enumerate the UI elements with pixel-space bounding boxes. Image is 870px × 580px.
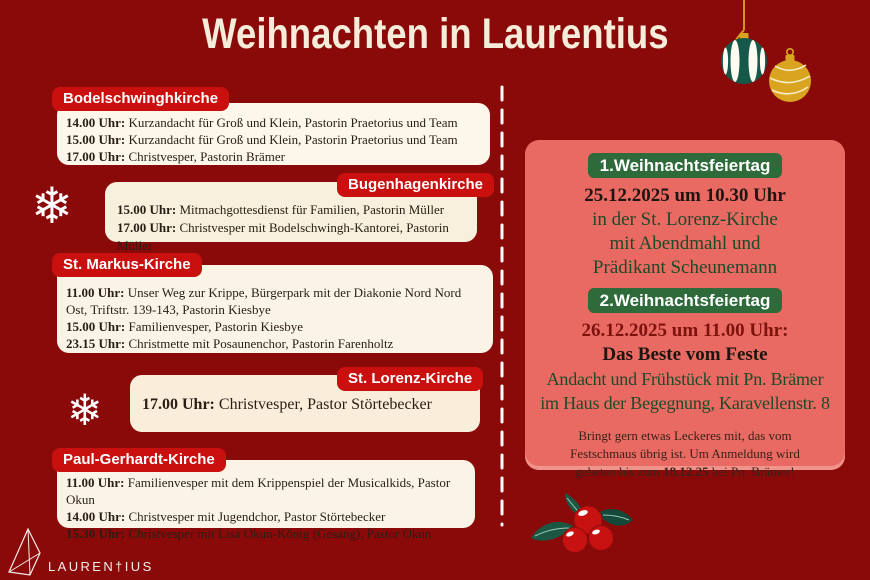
snowflake-icon: ❄ <box>67 386 104 436</box>
event-text: Christvesper mit Lisa Okun-König (Gesang), Pastor Okun <box>128 526 432 541</box>
event-row <box>66 131 480 148</box>
event-time: 11.00 Uhr: <box>66 285 125 300</box>
event-time: 17.00 Uhr: <box>117 220 177 235</box>
holly-icon <box>525 490 640 558</box>
laurentius-logo-text: LAUREN†IUS <box>48 559 154 574</box>
event-text: Mitmachgottesdienst für Familien, Pastorin Müller <box>179 202 445 217</box>
holiday1-location: in der St. Lorenz-Kirche <box>592 209 778 230</box>
page-title-text: Weihnachten in Laurentius <box>201 10 669 58</box>
holiday1-detail: mit Abendmahl und <box>609 233 761 254</box>
laurentius-logo-icon <box>6 526 50 578</box>
event-row <box>66 335 479 352</box>
event-time: 15.00 Uhr: <box>66 319 126 334</box>
event-row <box>66 525 465 542</box>
holiday1-datetime: 25.12.2025 um 10.30 Uhr <box>584 185 786 206</box>
event-row <box>142 396 470 413</box>
event-time: 14.00 Uhr: <box>66 115 126 130</box>
note-text: Bringt gern etwas Leckeres mit, das vom Festschmaus übrig ist. Um Anmeldung wird gebeten bis zum <box>570 428 800 479</box>
event-text: Familienvesper mit dem Krippenspiel der Musicalkids, Pastor Okun <box>66 475 451 507</box>
badge-first-holiday: 1.Weihnachtsfeiertag <box>588 153 783 178</box>
event-row <box>117 201 467 219</box>
event-text: Kurzandacht für Groß und Klein, Pastorin Praetorius und Team <box>128 132 458 147</box>
event-row <box>66 284 479 318</box>
event-time: 15.00 Uhr: <box>66 132 126 147</box>
event-text: Christvesper mit Bodelschwingh-Kantorei, Pastorin Müller <box>117 220 449 253</box>
event-row <box>66 114 480 131</box>
church-badge-bugenhagenkirche: Bugenhagenkirche <box>337 173 494 197</box>
event-time: 14.00 Uhr: <box>66 509 126 524</box>
event-row <box>117 219 467 255</box>
holiday1-preacher: Prädikant Scheunemann <box>592 257 778 278</box>
event-time: 17.00 Uhr: <box>66 149 126 164</box>
badge-second-holiday: 2.Weihnachtsfeiertag <box>588 288 783 313</box>
event-time: 11.00 Uhr: <box>66 475 125 490</box>
ornaments-icon <box>700 0 870 115</box>
event-text: Christmette mit Posaunenchor, Pastorin Farenholtz <box>128 336 394 351</box>
snowflake-icon: ❄ <box>31 177 73 235</box>
note-deadline: 18.12.25 <box>663 464 709 479</box>
event-time: 15.00 Uhr: <box>117 202 177 217</box>
event-row <box>66 148 480 165</box>
church-badge-paul-gerhardt: Paul-Gerhardt-Kirche <box>52 448 226 472</box>
event-text: Kurzandacht für Groß und Klein, Pastorin Praetorius und Team <box>128 115 458 130</box>
church-badge-bodelschwinghkirche: Bodelschwinghkirche <box>52 87 229 111</box>
holiday2-note <box>551 427 819 481</box>
event-text: Christvesper, Pastorin Brämer <box>128 149 286 164</box>
ornament-gold-icon <box>769 49 811 102</box>
event-row <box>66 474 465 508</box>
event-text: Christvesper, Pastor Störtebecker <box>218 396 432 413</box>
holiday2-detail: Andacht und Frühstück mit Pn. Brämer <box>546 369 824 389</box>
dashed-divider-line <box>497 84 507 528</box>
events-box-bodelschwinghkirche <box>57 103 490 165</box>
event-text: Christvesper mit Jugendchor, Pastor Störtebecker <box>128 509 386 524</box>
note-text: bei Pn. Brämer! <box>708 464 795 479</box>
holiday-panel <box>525 140 845 479</box>
ornament-striped-icon <box>721 0 767 84</box>
holiday2-title: Das Beste vom Feste <box>602 344 768 365</box>
event-time: 15.30 Uhr: <box>66 526 126 541</box>
event-time: 23.15 Uhr: <box>66 336 126 351</box>
holiday2-location: im Haus der Begegnung, Karavellenstr. 8 <box>540 393 830 413</box>
event-text: Familienvesper, Pastorin Kiesbye <box>128 319 304 334</box>
event-row <box>66 318 479 335</box>
event-time: 17.00 Uhr: <box>142 396 215 413</box>
badge-first-holiday-wrap <box>525 153 845 178</box>
holiday2-datetime: 26.12.2025 um 11.00 Uhr: <box>581 320 789 341</box>
events-box-st-markus <box>57 265 493 353</box>
badge-second-holiday-wrap <box>525 288 845 313</box>
church-badge-st-lorenz: St. Lorenz-Kirche <box>337 367 483 391</box>
event-text: Unser Weg zur Krippe, Bürgerpark mit der Diakonie Nord Nord Ost, Triftstr. 139-143, Pastorin Kiesbye <box>66 285 462 317</box>
church-badge-st-markus: St. Markus-Kirche <box>52 253 202 277</box>
event-row <box>66 508 465 525</box>
